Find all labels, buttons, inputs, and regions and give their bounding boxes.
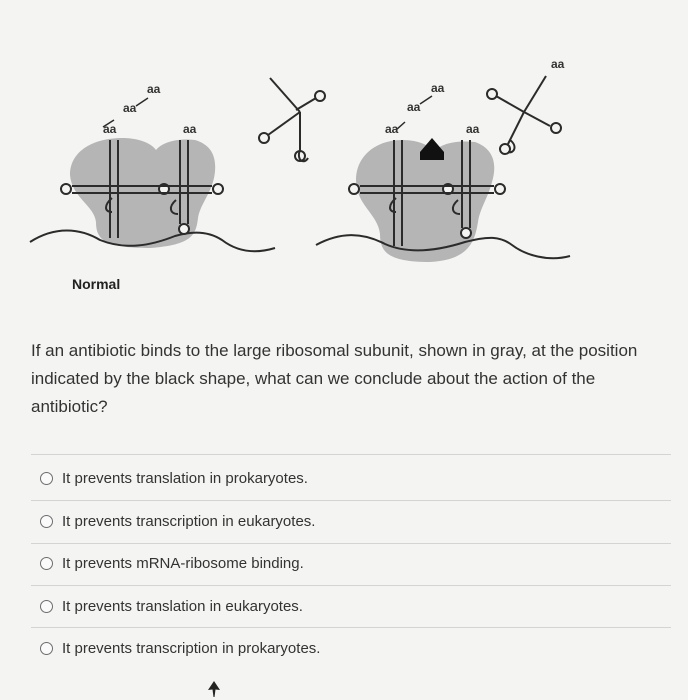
antibiotic-ribosome [316, 81, 570, 262]
option-label: It prevents translation in prokaryotes. [62, 469, 308, 487]
mouse-pointer-icon [206, 680, 222, 698]
ribosome-diagram [0, 0, 688, 310]
divider [31, 585, 671, 586]
aa-label: aa [385, 122, 399, 136]
option-5[interactable] [40, 635, 320, 661]
aa-label: aa [466, 122, 480, 136]
aa-label: aa [123, 101, 137, 115]
radio-circle-icon[interactable] [40, 557, 53, 570]
normal-label: Normal [72, 276, 121, 292]
option-1[interactable] [40, 465, 308, 491]
divider [31, 454, 671, 455]
free-trna-right [487, 76, 561, 154]
question-text: If an antibiotic binds to the large ribosomal subunit, shown in gray, at the position indicated by the black shape, what can we conclude about the action of the antibiotic? [31, 341, 638, 416]
option-label: It prevents transcription in eukaryotes. [62, 512, 316, 530]
option-3[interactable] [40, 550, 304, 576]
radio-circle-icon[interactable] [40, 472, 53, 485]
divider [31, 500, 671, 501]
aa-label: aa [551, 57, 565, 71]
antibiotic-black-shape [420, 138, 444, 160]
radio-circle-icon[interactable] [40, 600, 53, 613]
option-2[interactable] [40, 508, 315, 534]
option-label: It prevents mRNA-ribosome binding. [62, 554, 304, 572]
option-label: It prevents translation in eukaryotes. [62, 597, 303, 615]
normal-ribosome [30, 82, 275, 251]
radio-circle-icon[interactable] [40, 642, 53, 655]
option-label: It prevents transcription in prokaryotes. [62, 639, 321, 657]
aa-label: aa [407, 100, 421, 114]
option-4[interactable] [40, 593, 303, 619]
divider [31, 627, 671, 628]
aa-label: aa [183, 122, 197, 136]
aa-label: aa [103, 122, 117, 136]
divider [31, 543, 671, 544]
aa-label: aa [147, 82, 161, 96]
radio-circle-icon[interactable] [40, 515, 53, 528]
free-trna-middle [259, 78, 325, 161]
aa-label: aa [431, 81, 445, 95]
